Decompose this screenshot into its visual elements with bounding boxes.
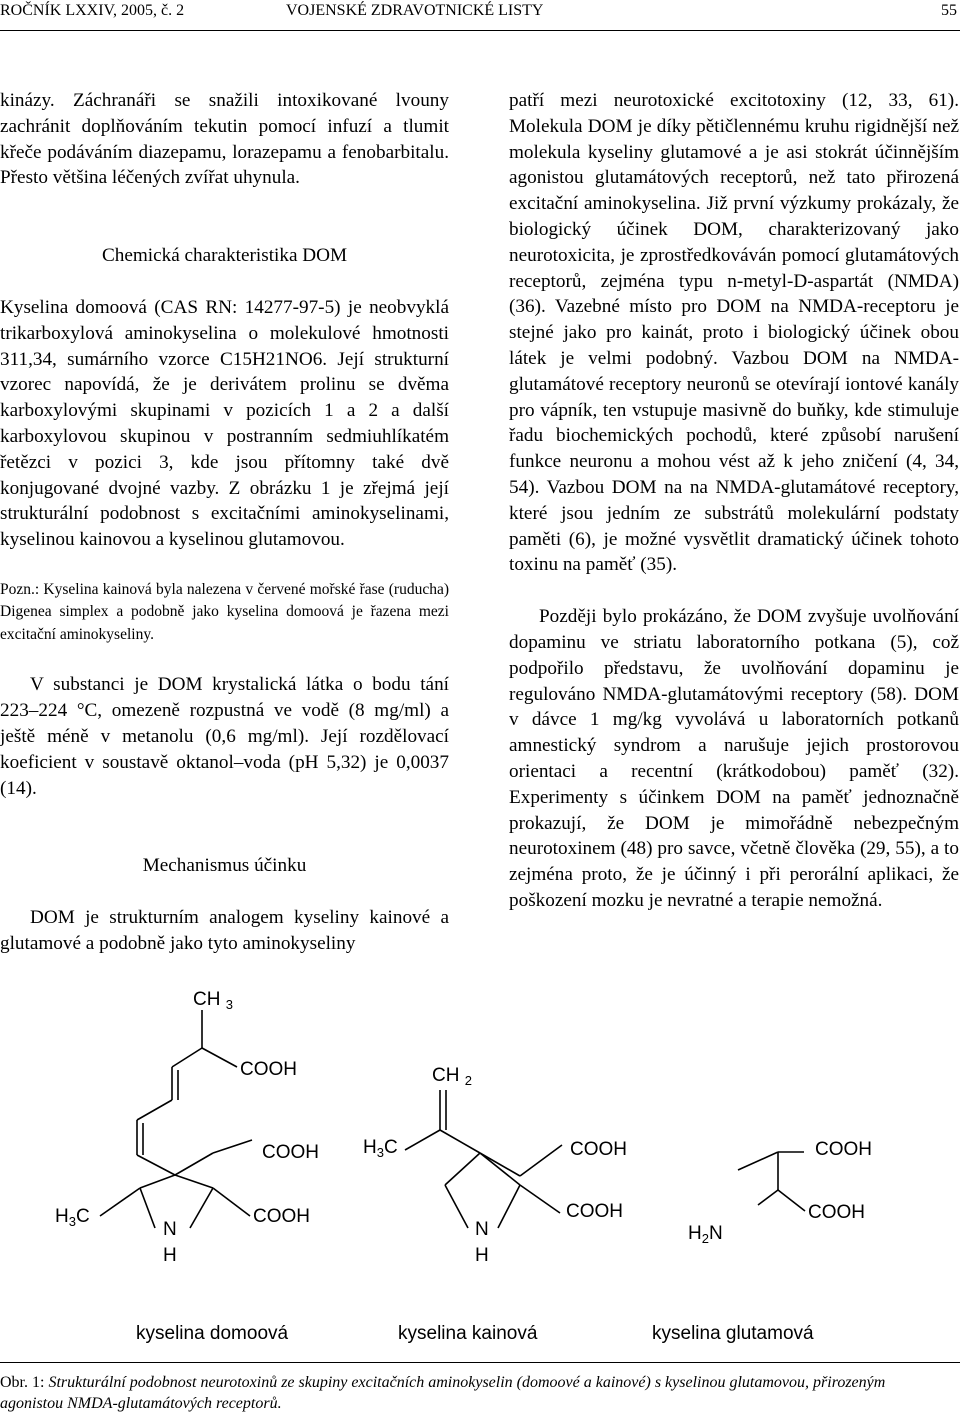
kainic-cooh-ring-label: COOH <box>566 1201 623 1222</box>
domoic-acid-name: kyselina domoová <box>136 1323 289 1344</box>
mechanism-paragraph: DOM je strukturním analogem kyseliny kainové a glutamové a podobně jako tyto aminokyseliny <box>0 907 449 955</box>
domoic-cooh-middle-label: COOH <box>262 1142 319 1163</box>
section-heading-chemistry: Chemická charakteristika DOM <box>101 245 348 267</box>
glutamic-h2n-label: $H_2N$ <box>688 1223 723 1246</box>
chemistry-paragraph: Kyselina domoová (CAS RN: 14277-97-5) je neobvyklá trikarboxylová aminokyselina o molekulové hmotnosti 311,34, sumárního vzorce C15H21NO6. Její strukturní vzorec napovídá, že je derivátem prolinu se dvěma karboxylovými skupinami v pozicích 1 a 2 a další karboxylovou skupinou v postranním sedmiuhlíkatém řetězci v pozici 3, kde jsou přítomny také dvě konjugované dvojné vazby. Z obrázku 1 je zřejmá její strukturální podobnost s excitačními aminokyselinami, kyselinou kainovou a kyselinou glutamovou. <box>0 296 449 551</box>
header-page-number: 55 <box>941 2 957 19</box>
note-paragraph: Pozn.: Kyselina kainová byla nalezena v červené mořské řase (ruducha) Digenea simplex a podobně jako kyselina domoová je řazena mezi excitační aminokyseliny. <box>0 580 449 643</box>
figure-caption <box>0 1372 940 1414</box>
kainic-cooh-side-label: COOH <box>570 1139 627 1160</box>
structure-figure <box>0 980 960 1350</box>
domoic-cooh-ring-label: COOH <box>253 1206 310 1227</box>
domoic-ring-h-label: H <box>163 1245 177 1266</box>
kainic-ring-h-label: H <box>475 1245 489 1266</box>
kainic-ring-n-label: N <box>475 1219 489 1240</box>
domoic-ch3-label: CH $_3$ <box>193 989 233 1012</box>
kainic-h3c-label: $H_3C$ <box>363 1137 398 1160</box>
header-volume: ROČNÍK LXXIV, 2005, č. 2 <box>0 2 185 19</box>
running-header <box>0 2 960 28</box>
glutamic-cooh-bottom-label: COOH <box>808 1202 865 1223</box>
right-column <box>509 88 959 914</box>
glutamic-acid-name: kyselina glutamová <box>652 1323 814 1344</box>
intro-paragraph: kinázy. Záchranáři se snažili intoxikované lvouny zachránit doplňováním tekutin pomocí infuzí a tlumit křeče podáváním diazepamu, lorazepamu a fenobarbitalu. Přesto většina léčených zvířat uhynula. <box>0 90 449 189</box>
caption-text: Strukturální podobnost neurotoxinů ze skupiny excitačních aminokyselin (domoové a kainové) s kyselinou glutamovou, přirozeným agonistou NMDA-glutamátových receptorů. <box>0 1374 886 1412</box>
caption-rule <box>0 1362 960 1363</box>
kainic-acid-name: kyselina kainová <box>398 1323 538 1344</box>
caption-label: Obr. 1: <box>0 1374 45 1391</box>
header-journal-title: VOJENSKÉ ZDRAVOTNICKÉ LISTY <box>286 2 544 19</box>
domoic-ring-n-label: N <box>163 1219 177 1240</box>
structure-bonds <box>0 980 960 1350</box>
section-heading-mechanism: Mechanismus účinku <box>142 855 307 877</box>
dopamine-paragraph: Později bylo prokázáno, že DOM zvyšuje uvolňování dopaminu ve striatu laboratorního potkana (5), což podpořilo představu, že uvolňování dopaminu je regulováno NMDA-glutamátovými receptory (58). DOM v dávce 1 mg/kg vyvolává u laboratorních potkanů amnestický syndrom a narušuje jejich prostorovou orientaci a recentní (krátkodobou) paměť (32). Experimenty s účinkem DOM na paměť jednoznačně prokazují, že DOM je mimořádně nebezpečným neurotoxinem (48) pro savce, včetně člověka (29, 55), a to zejména proto, že je účinný i při perorální aplikaci, že poškození mozku je nevratné a terapie nemožná. <box>509 606 959 911</box>
domoic-h3c-label: $H_3C$ <box>55 1206 90 1229</box>
physical-properties-paragraph: V substanci je DOM krystalická látka o bodu tání 223–224 °C, omezeně rozpustná ve vodě (8 mg/ml) a ještě méně v metanolu (0,6 mg/ml). Její rozdělovací koeficient v soustavě oktanol–voda (pH 5,32) je 0,0037 (14). <box>0 674 449 799</box>
domoic-cooh-top-label: COOH <box>240 1059 297 1080</box>
glutamic-cooh-top-label: COOH <box>815 1139 872 1160</box>
excitotoxin-paragraph: patří mezi neurotoxické excitotoxiny (12, 33, 61). Molekula DOM je díky pětičlennému kruhu rigidnější než molekula kyseliny glutamové a je asi stokrát účinnějším agonistou glutamátových receptorů, než tato přirozená excitační aminokyselina. Již první výzkumy prokázaly, že biologický účinek DOM, charakterizovaný jako neurotoxicita, je zprostředkováván pomocí glutamátových receptorů, zejména typu n-metyl-D-aspartát (NMDA) (36). Vazebné místo pro DOM na NMDA-receptoru je stejné jako pro kainát, proto i biologický účinek obou látek je velmi podobný. Vazbou DOM na NMDA-glutamátové receptory neuronů se otevírají iontové kanály pro vápník, ten vstupuje masivně do buňky, kde stimuluje řadu biochemických pochodů, které způsobí narušení funkce neuronu a mohou vést až k jeho zničení (4, 34, 54). Vazbou DOM na na NMDA-glutamátové receptory, které jsou jedním ze substrátů molekulární podstaty paměti (6), je možné vysvětlit dramatický účinek tohoto toxinu na paměť (35). <box>509 90 959 576</box>
kainic-ch2-label: CH $_2$ <box>432 1065 472 1088</box>
left-column <box>0 88 449 957</box>
header-rule <box>0 30 960 31</box>
